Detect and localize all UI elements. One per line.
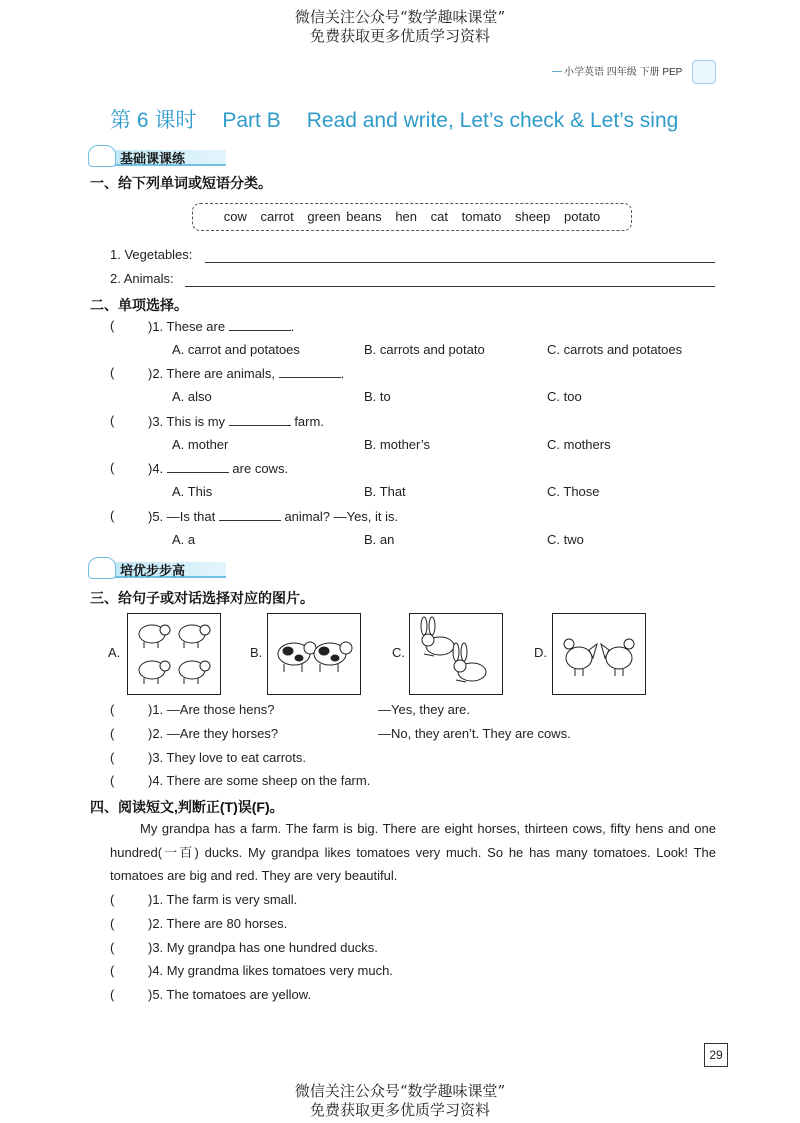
option-c: C. two (547, 532, 584, 547)
answer-paren[interactable]: ( (110, 413, 115, 428)
word-list (193, 209, 631, 224)
question-stem: )4. are cows. (148, 461, 289, 476)
banner-label: 培优步步高 (120, 563, 186, 578)
answer-paren[interactable]: ( (110, 987, 115, 1002)
option-a: A. also (172, 389, 212, 404)
option-c: C. too (547, 389, 582, 404)
judge-statement: )5. The tomatoes are yellow. (148, 987, 312, 1002)
answer-paren[interactable]: ( (110, 892, 115, 907)
blank[interactable] (219, 508, 281, 521)
option-b: B. mother’s (364, 437, 430, 452)
option-a: A. This (172, 484, 213, 499)
option-c: C. Those (547, 484, 600, 499)
question-stem: )1. These are . (148, 319, 295, 334)
animals-answer-line[interactable] (185, 286, 715, 287)
judge-statement: )3. My grandpa has one hundred ducks. (148, 940, 378, 955)
answer-paren[interactable]: ( (110, 702, 115, 717)
section1-heading: 一、给下列单词或短语分类。 (90, 175, 272, 191)
answer-paren[interactable]: ( (110, 460, 115, 475)
sheep-icon (128, 614, 220, 694)
lesson-part: Part B (222, 109, 281, 132)
lesson-number: 第 6 课时 (110, 109, 197, 132)
section3-heading: 三、给句子或对话选择对应的图片。 (90, 590, 314, 606)
option-a: A. carrot and potatoes (172, 342, 300, 357)
word: hen (395, 209, 418, 224)
cow-icon (268, 614, 360, 694)
judge-statement: )4. My grandma likes tomatoes very much. (148, 963, 393, 978)
answer-paren[interactable]: ( (110, 963, 115, 978)
judge-statement: )1. The farm is very small. (148, 892, 298, 907)
question-stem: )2. There are animals, . (148, 366, 345, 381)
blank[interactable] (279, 365, 341, 378)
option-a: A. a (172, 532, 196, 547)
banner-label: 基础课课练 (120, 151, 186, 166)
watermark-top-line2: 免费获取更多优质学习资料 (309, 27, 490, 45)
blank[interactable] (229, 413, 291, 426)
match-question: )3. They love to eat carrots. (148, 750, 306, 765)
option-b: B. an (364, 532, 395, 547)
word: green beans (307, 209, 382, 224)
word-box (192, 203, 632, 231)
bear-icon (88, 557, 116, 579)
answer-paren[interactable]: ( (110, 916, 115, 931)
animals-label: 2. Animals: (110, 271, 174, 286)
picture-label-c: C. (392, 645, 405, 660)
answer-paren[interactable]: ( (110, 318, 115, 333)
answer-paren[interactable]: ( (110, 508, 115, 523)
section2-heading: 二、单项选择。 (90, 297, 188, 313)
picture-label-b: B. (250, 645, 263, 660)
match-question: )4. There are some sheep on the farm. (148, 773, 371, 788)
series-label: 小学英语 四年级 下册 PEP (564, 67, 683, 78)
picture-label-d: D. (534, 645, 547, 660)
header-rule (552, 71, 562, 72)
option-b: B. to (364, 389, 391, 404)
picture-hens (552, 613, 646, 695)
match-answer: —No, they aren’t. They are cows. (378, 726, 571, 741)
option-c: C. mothers (547, 437, 611, 452)
word: carrot (260, 209, 294, 224)
watermark-top-line1: 微信关注公众号“数学趣味课堂” (294, 8, 506, 26)
word: cat (430, 209, 448, 224)
question-stem: )3. This is my farm. (148, 414, 324, 429)
page-number: 29 (704, 1043, 728, 1067)
bear-icon (88, 145, 116, 167)
picture-cows (267, 613, 361, 695)
watermark-bottom-line2: 免费获取更多优质学习资料 (309, 1101, 490, 1119)
picture-rabbits (409, 613, 503, 695)
blank[interactable] (229, 318, 291, 331)
option-b: B. That (364, 484, 406, 499)
picture-label-a: A. (108, 645, 121, 660)
answer-paren[interactable]: ( (110, 726, 115, 741)
option-c: C. carrots and potatoes (547, 342, 683, 357)
section4-heading: 四、阅读短文,判断正(T)误(F)。 (90, 799, 284, 815)
blank[interactable] (167, 460, 229, 473)
lesson-title (110, 104, 704, 134)
answer-paren[interactable]: ( (110, 750, 115, 765)
reading-passage: My grandpa has a farm. The farm is big. There are eight horses, thirteen cows, fifty hens and one hundred(一百) ducks. My grandpa likes tomatoes very much. So he has many tomatoes. Look! The tomatoes are big and red. They are very beautiful. (110, 821, 716, 884)
word: sheep (514, 209, 551, 224)
hen-icon (553, 614, 645, 694)
answer-paren[interactable]: ( (110, 940, 115, 955)
word: tomato (461, 209, 502, 224)
series-header (552, 60, 717, 82)
rabbit-icon (410, 614, 502, 694)
picture-sheep (127, 613, 221, 695)
answer-paren[interactable]: ( (110, 365, 115, 380)
vegetables-answer-line[interactable] (205, 262, 715, 263)
option-b: B. carrots and potato (364, 342, 485, 357)
word: cow (223, 209, 247, 224)
match-question: )1. —Are those hens? (148, 702, 275, 717)
vegetables-label: 1. Vegetables: (110, 247, 193, 262)
match-answer: —Yes, they are. (378, 702, 471, 717)
bear-icon (692, 60, 716, 84)
match-question: )2. —Are they horses? (148, 726, 279, 741)
word: potato (564, 209, 601, 224)
answer-paren[interactable]: ( (110, 773, 115, 788)
watermark-bottom-line1: 微信关注公众号“数学趣味课堂” (294, 1082, 506, 1100)
judge-statement: )2. There are 80 horses. (148, 916, 288, 931)
question-stem: )5. —Is that animal? —Yes, it is. (148, 509, 399, 524)
lesson-topic: Read and write, Let’s check & Let’s sing (306, 109, 679, 132)
option-a: A. mother (172, 437, 229, 452)
